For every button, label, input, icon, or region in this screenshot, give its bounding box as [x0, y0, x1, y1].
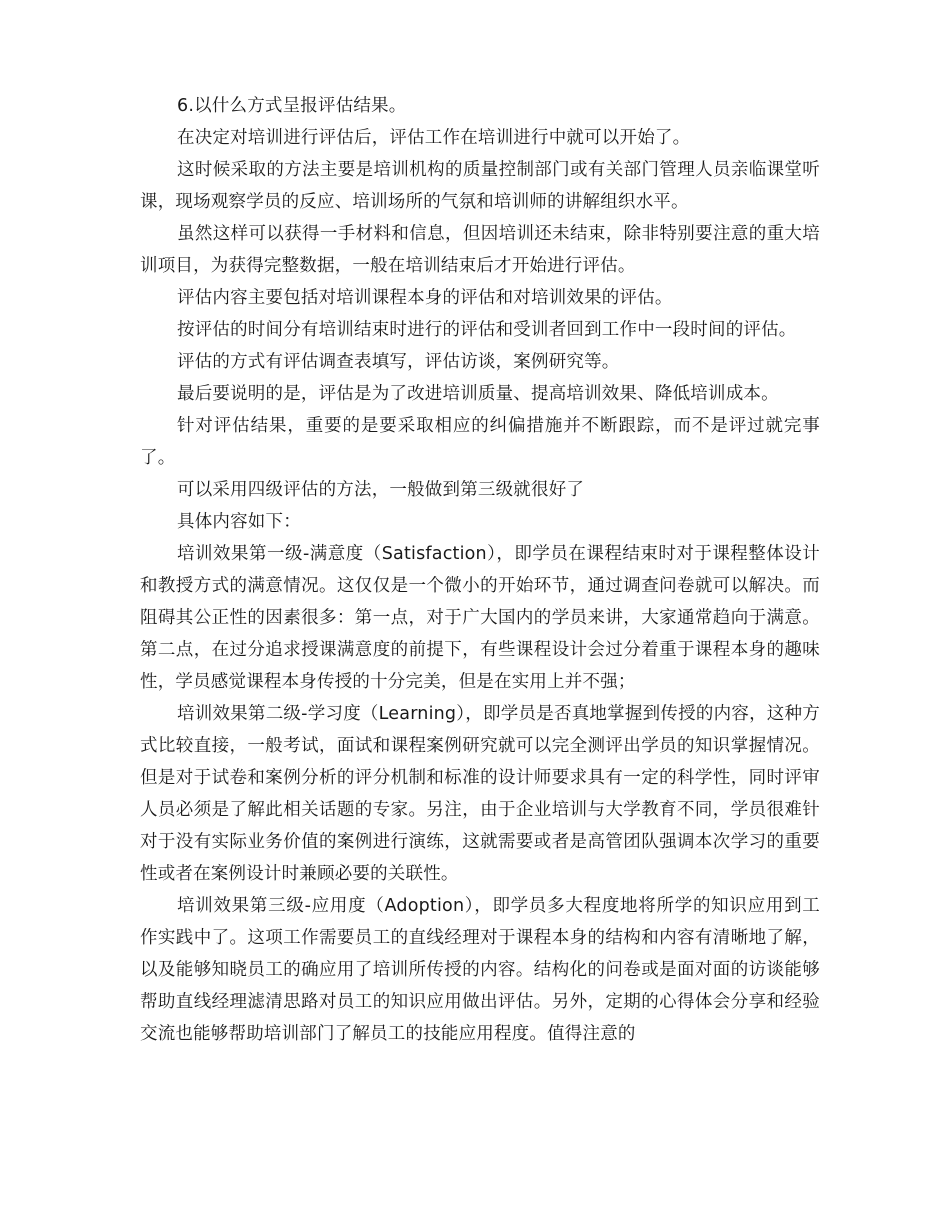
paragraph-four-levels: 可以采用四级评估的方法，一般做到第三级就很好了 — [177, 480, 585, 500]
paragraph-level-three: 培训效果第三级-应用度（Adoption），即学员多大程度地将所学的知识应用到工作实践中了。这项工作需要员工的直线经理对于课程本身的结构和内容有清晰地了解，以及能够知晓员工的确应用了培训所传授的内容。结构化的问卷或是面对面的访谈能够帮助直线经理滤清思路对员工的知识应用做出评估。另外，定期的心得体会分享和经验交流也能够帮助培训部门了解员工的技能应用程度。值得注意的 — [140, 896, 820, 1044]
paragraph-evaluation-timing: 按评估的时间分有培训结束时进行的评估和受训者回到工作中一段时间的评估。 — [177, 320, 797, 340]
paragraph-details-intro: 具体内容如下： — [177, 512, 301, 532]
paragraph-evaluation-forms: 评估的方式有评估调查表填写，评估访谈，案例研究等。 — [177, 352, 620, 372]
paragraph-evaluation-content: 评估内容主要包括对培训课程本身的评估和对培训效果的评估。 — [177, 288, 673, 308]
paragraph-methods-used: 这时候采取的方法主要是培训机构的质量控制部门或有关部门管理人员亲临课堂听课，现场观察学员的反应、培训场所的气氛和培训师的讲解组织水平。 — [140, 160, 820, 212]
document-body — [140, 90, 820, 1050]
paragraph-evaluation-start: 在决定对培训进行评估后，评估工作在培训进行中就可以开始了。 — [177, 128, 691, 148]
paragraph-level-one: 培训效果第一级-满意度（Satisfaction），即学员在课程结束时对于课程整体设计和教授方式的满意情况。这仅仅是一个微小的开始环节，通过调查问卷就可以解决。而阻碍其公正性的因素很多：第一点，对于广大国内的学员来讲，大家通常趋向于满意。第二点，在过分追求授课满意度的前提下，有些课程设计会过分着重于课程本身的趣味性，学员感觉课程本身传授的十分完美，但是在实用上并不强； — [140, 544, 820, 692]
paragraph-corrective-measures: 针对评估结果，重要的是要采取相应的纠偏措施并不断跟踪，而不是评过就完事了。 — [140, 416, 820, 468]
paragraph-report-method: 6.以什么方式呈报评估结果。 — [177, 96, 407, 116]
paragraph-evaluation-purpose: 最后要说明的是，评估是为了改进培训质量、提高培训效果、降低培训成本。 — [177, 384, 779, 404]
paragraph-first-hand-info: 虽然这样可以获得一手材料和信息，但因培训还未结束，除非特别要注意的重大培训项目，为获得完整数据，一般在培训结束后才开始进行评估。 — [140, 224, 820, 276]
paragraph-level-two: 培训效果第二级-学习度（Learning），即学员是否真地掌握到传授的内容，这种方式比较直接，一般考试，面试和课程案例研究就可以完全测评出学员的知识掌握情况。但是对于试卷和案例分析的评分机制和标准的设计师要求具有一定的科学性，同时评审人员必须是了解此相关话题的专家。另注，由于企业培训与大学教育不同，学员很难针对于没有实际业务价值的案例进行演练，这就需要或者是高管团队强调本次学习的重要性或者在案例设计时兼顾必要的关联性。 — [140, 704, 820, 884]
